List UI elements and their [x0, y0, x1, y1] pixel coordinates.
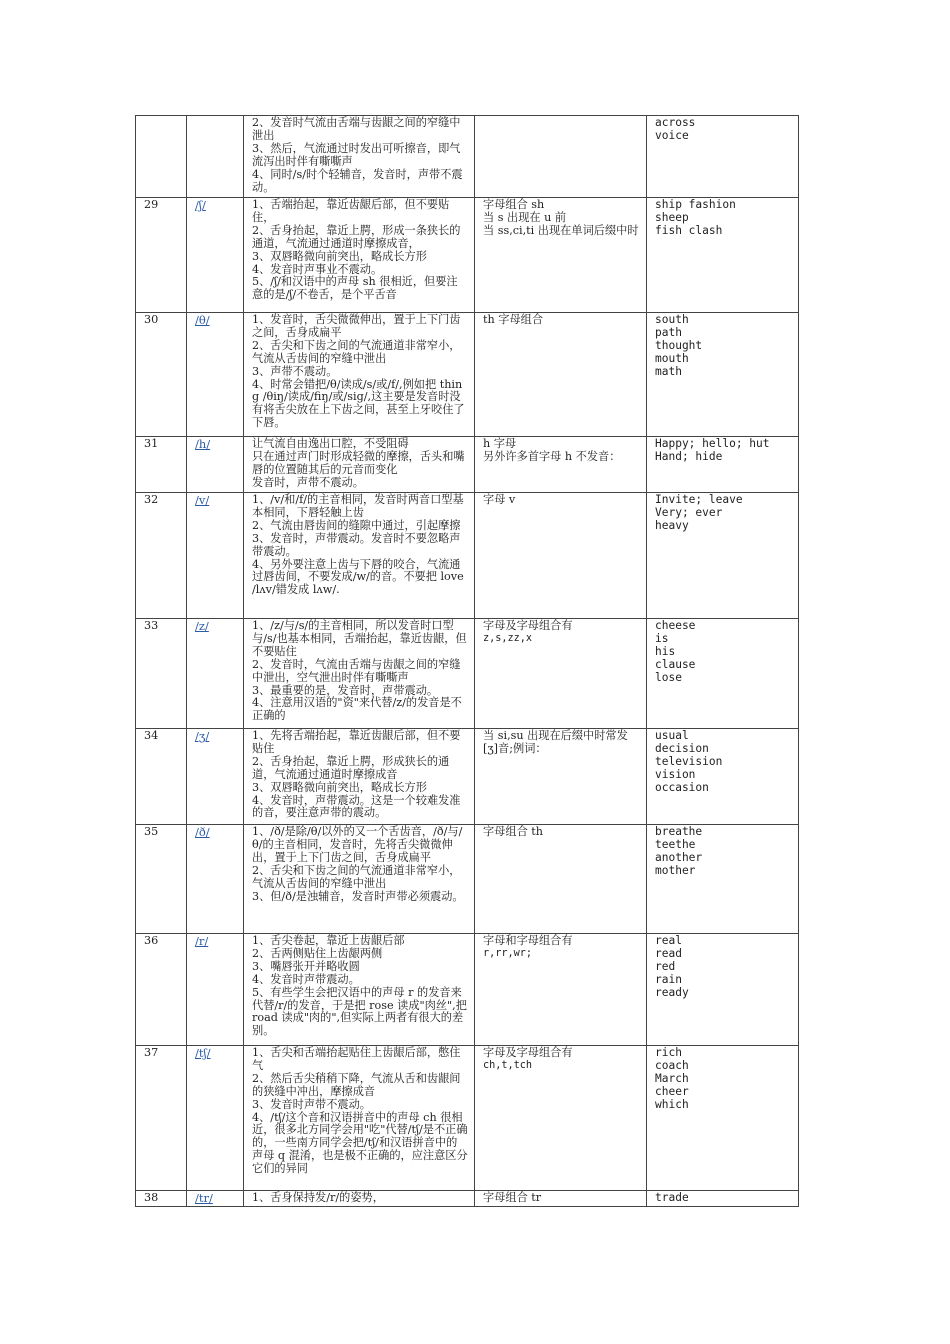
- phonetic-symbol-cell: [187, 493, 244, 619]
- example-words: trade: [647, 1191, 799, 1207]
- spelling-patterns: [475, 1046, 647, 1191]
- phonetic-symbol-link[interactable]: /v/: [195, 493, 210, 507]
- pronunciation-description: 1、舌尖卷起，靠近上齿龈后部 2、舌两侧贴住上齿龈两侧 3、嘴唇张开并略收圆 4、发音时声带震动。 5、有些学生会把汉语中的声母 r 的发音来代替/r/的发音，于是把 rose 读成"肉丝",把 road 读成"肉的",但实际上两者有很大的差别。: [244, 934, 475, 1046]
- pronunciation-description: 1、/z/与/s/的主音相同，所以发音时口型与/s/也基本相同，舌端抬起，靠近齿龈，但不要贴住 2、发音时，气流由舌端与齿龈之间的窄缝中泄出，空气泄出时伴有嘶嘶声 3、最重要的是，发音时，声带震动。 4、注意用汉语的"资"来代替/z/的发音是不正确的: [244, 619, 475, 729]
- pronunciation-description: 让气流自由逸出口腔，不受阻碍 只在通过声门时形成轻微的摩擦，舌头和嘴唇的位置随其后的元音而变化 发音时，声带不震动。: [244, 437, 475, 493]
- spelling-letters: r,rr,wr;: [483, 947, 533, 959]
- phonetic-symbol-link[interactable]: /ʃ/: [195, 198, 206, 212]
- spelling-text: 字母组合 tr: [483, 1191, 542, 1204]
- phonetic-symbol-cell: [187, 729, 244, 825]
- table-row: [136, 825, 799, 934]
- pronunciation-description: 1、/v/和/f/的主音相同，发音时两音口型基本相同，下唇轻触上齿 2、气流由唇齿间的缝隙中通过，引起摩擦 3、发音时，声带震动。发音时不要忽略声带震动。 4、另外要注意上齿与下唇的咬合，气流通过唇齿间，不要发成/w/的音。不要把 love /lʌv/错发成 lʌw/.: [244, 493, 475, 619]
- spelling-text: 字母及字母组合有: [483, 619, 573, 632]
- table-row: [136, 1046, 799, 1191]
- phonetic-symbol-cell: [187, 1046, 244, 1191]
- spelling-letters: ch,t,tch: [483, 1059, 533, 1071]
- table-row: [136, 493, 799, 619]
- pronunciation-description: 1、/ð/是除/θ/以外的又一个舌齿音，/ð/与/θ/的主音相同，发音时，先将舌尖微微伸出，置于上下门齿之间，舌身成扁平 2、舌尖和下齿之间的气流通道非常窄小，气流从舌齿间的窄缝中泄出 3、但/ð/是浊辅音，发音时声带必须震动。: [244, 825, 475, 934]
- spelling-text: 字母和字母组合有: [483, 934, 573, 947]
- phonetic-symbol-cell: [187, 619, 244, 729]
- row-number: [136, 116, 187, 198]
- table-row: [136, 619, 799, 729]
- phonetic-symbol-link[interactable]: /r/: [195, 934, 209, 948]
- spelling-text: 字母组合 sh 当 s 出现在 u 前 当 ss,ci,ti 出现在单词后缀中时: [483, 198, 639, 237]
- spelling-patterns: [475, 198, 647, 313]
- table-row: [136, 1191, 799, 1207]
- spelling-text: h 字母 另外许多首字母 h 不发音：: [483, 437, 621, 463]
- spelling-text: 字母 v: [483, 493, 516, 506]
- example-words: Happy; hello; hut Hand; hide: [647, 437, 799, 493]
- pronunciation-description: 1、舌尖和舌端抬起贴住上齿龈后部，憋住气 2、然后舌尖稍稍下降，气流从舌和齿龈间的狭缝中冲出，摩擦成音 3、发音时声带不震动。 4、/tʃ/这个音和汉语拼音中的声母 ch 很相近，很多北方同学会用"吃"代替/tʃ/是不正确的，一些南方同学会把/tʃ/和汉语拼音中的声母 q 混淆，也是极不正确的，应注意区分它们的异同: [244, 1046, 475, 1191]
- table-row: [136, 934, 799, 1046]
- example-words: Invite; leave Very; ever heavy: [647, 493, 799, 619]
- phonetic-symbol-link[interactable]: /tʃ/: [195, 1046, 211, 1060]
- phonetic-symbol-cell: [187, 1191, 244, 1207]
- example-words: breathe teethe another mother: [647, 825, 799, 934]
- spelling-patterns: [475, 493, 647, 619]
- pronunciation-description: 1、先将舌端抬起，靠近齿龈后部，但不要贴住 2、舌身抬起，靠近上腭，形成狭长的通道，气流通过通道时摩擦成音 3、双唇略微向前突出，略成长方形 4、发音时，声带震动。这是一个较难发准的音，要注意声带的震动。: [244, 729, 475, 825]
- spelling-patterns: [475, 825, 647, 934]
- row-number: 38: [136, 1191, 187, 1207]
- spelling-patterns: [475, 437, 647, 493]
- example-words: ship fashion sheep fish clash: [647, 198, 799, 313]
- example-words: rich coach March cheer which: [647, 1046, 799, 1191]
- phonetic-symbol-cell: [187, 313, 244, 437]
- phonetic-symbol-cell: [187, 437, 244, 493]
- phonetic-symbol-link[interactable]: /h/: [195, 437, 211, 451]
- spelling-text: 当 si,su 出现在后缀中时常发[ʒ]音;例词：: [483, 729, 628, 755]
- example-words: across voice: [647, 116, 799, 198]
- row-number: 30: [136, 313, 187, 437]
- pronunciation-description: 1、舌端抬起，靠近齿龈后部，但不要贴住， 2、舌身抬起，靠近上腭，形成一条狭长的通道，气流通过通道时摩擦成音， 3、双唇略微向前突出，略成长方形 4、发音时声事业不震动。 5、/ʃ/和汉语中的声母 sh 很相近，但要注意的是/ʃ/不卷舌，是个平舌音: [244, 198, 475, 313]
- pronunciation-description: 2、发音时气流由舌端与齿龈之间的窄缝中泄出 3、然后，气流通过时发出可听擦音，即气流泻出时伴有嘶嘶声 4、同时/s/时个轻辅音，发音时，声带不震动。: [244, 116, 475, 198]
- phonetic-symbol-cell: [187, 198, 244, 313]
- phonetic-symbol-cell: [187, 825, 244, 934]
- spelling-patterns: [475, 619, 647, 729]
- pronunciation-description: 1、发音时，舌尖微微伸出，置于上下门齿之间，舌身成扁平 2、舌尖和下齿之间的气流通道非常窄小，气流从舌齿间的窄缝中泄出 3、声带不震动。 4、时常会错把/θ/读成/s/或/f/,例如把 thing /θiŋ/读成/fiŋ/或/sig/,这主要是发音时没有将舌尖放在上下齿之间，甚至上牙咬住了下唇。: [244, 313, 475, 437]
- example-words: real read red rain ready: [647, 934, 799, 1046]
- spelling-text: 字母及字母组合有: [483, 1046, 573, 1059]
- row-number: 36: [136, 934, 187, 1046]
- example-words: south path thought mouth math: [647, 313, 799, 437]
- row-number: 31: [136, 437, 187, 493]
- pronunciation-description: 1、舌身保持发/r/的姿势，: [244, 1191, 475, 1207]
- spelling-patterns: [475, 1191, 647, 1207]
- example-words: cheese is his clause lose: [647, 619, 799, 729]
- row-number: 32: [136, 493, 187, 619]
- row-number: 37: [136, 1046, 187, 1191]
- row-number: 33: [136, 619, 187, 729]
- row-number: 34: [136, 729, 187, 825]
- spelling-patterns: [475, 116, 647, 198]
- phonetic-symbol-link[interactable]: /ʒ/: [195, 729, 210, 743]
- table-row: [136, 437, 799, 493]
- table-row: [136, 198, 799, 313]
- spelling-patterns: [475, 934, 647, 1046]
- spelling-patterns: [475, 729, 647, 825]
- spelling-text: th 字母组合: [483, 313, 544, 326]
- phonetics-table: [135, 115, 799, 1207]
- table-row: [136, 729, 799, 825]
- row-number: 35: [136, 825, 187, 934]
- example-words: usual decision television vision occasion: [647, 729, 799, 825]
- phonetic-symbol-cell: [187, 116, 244, 198]
- table-row: [136, 116, 799, 198]
- phonetic-symbol-link[interactable]: /tr/: [195, 1191, 213, 1205]
- spelling-patterns: [475, 313, 647, 437]
- row-number: 29: [136, 198, 187, 313]
- table-row: [136, 313, 799, 437]
- phonetic-symbol-cell: [187, 934, 244, 1046]
- table-body: [136, 116, 799, 1207]
- spelling-text: 字母组合 th: [483, 825, 544, 838]
- phonetic-symbol-link[interactable]: /θ/: [195, 313, 210, 327]
- phonetic-symbol-link[interactable]: /ð/: [195, 825, 210, 839]
- phonetic-symbol-link[interactable]: /z/: [195, 619, 209, 633]
- spelling-letters: z,s,zz,x: [483, 632, 533, 644]
